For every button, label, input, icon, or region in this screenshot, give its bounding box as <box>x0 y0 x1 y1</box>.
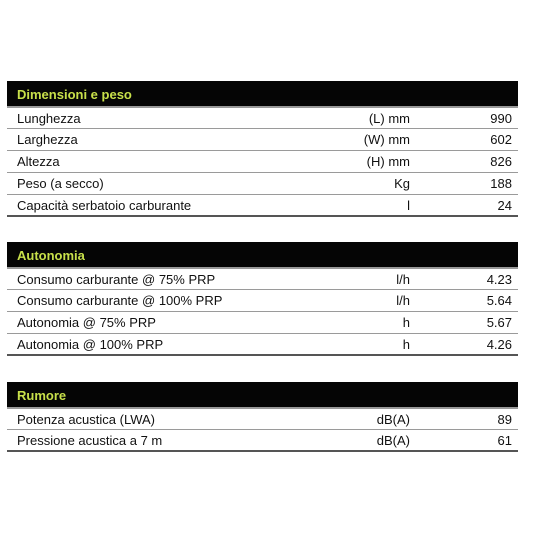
spec-table <box>7 267 518 356</box>
table-row <box>7 334 518 356</box>
table-row <box>7 107 518 129</box>
row-value: 89 <box>497 412 512 427</box>
row-value: 188 <box>490 176 512 191</box>
table-row <box>7 430 518 452</box>
row-unit: l <box>407 198 410 213</box>
row-label: Pressione acustica a 7 m <box>17 433 163 448</box>
spec-table <box>7 407 518 452</box>
table-row <box>7 268 518 290</box>
row-label: Larghezza <box>17 132 78 147</box>
section-noise <box>7 382 518 452</box>
table-row <box>7 195 518 217</box>
row-label: Consumo carburante @ 75% PRP <box>17 272 216 287</box>
row-label: Peso (a secco) <box>17 176 104 191</box>
row-unit: l/h <box>396 272 410 287</box>
row-label: Potenza acustica (LWA) <box>17 412 155 427</box>
row-value: 61 <box>497 433 512 448</box>
table-row <box>7 290 518 312</box>
spec-table <box>7 106 518 217</box>
row-unit: h <box>402 337 410 352</box>
section-title: Dimensioni e peso <box>7 81 518 106</box>
row-label: Consumo carburante @ 100% PRP <box>17 293 223 308</box>
section-dimensions <box>7 81 518 217</box>
row-label: Autonomia @ 75% PRP <box>17 315 156 330</box>
table-row <box>7 408 518 430</box>
row-unit: Kg <box>394 176 410 191</box>
row-value: 990 <box>490 111 512 126</box>
row-label: Lunghezza <box>17 111 81 126</box>
row-label: Capacità serbatoio carburante <box>17 198 192 213</box>
row-unit: (H) mm <box>366 154 410 169</box>
row-value: 5.64 <box>486 293 512 308</box>
row-value: 4.23 <box>486 272 512 287</box>
row-value: 24 <box>497 198 512 213</box>
section-autonomy <box>7 242 518 356</box>
row-unit: (L) mm <box>368 111 410 126</box>
table-row <box>7 151 518 173</box>
row-value: 4.26 <box>486 337 512 352</box>
row-unit: dB(A) <box>376 433 410 448</box>
table-row <box>7 312 518 334</box>
row-value: 602 <box>490 132 512 147</box>
table-row <box>7 129 518 151</box>
row-label: Autonomia @ 100% PRP <box>17 337 164 352</box>
section-title: Rumore <box>7 382 518 407</box>
row-unit: dB(A) <box>376 412 410 427</box>
row-label: Altezza <box>17 154 60 169</box>
row-value: 5.67 <box>486 315 512 330</box>
row-unit: (W) mm <box>363 132 410 147</box>
table-row <box>7 173 518 195</box>
row-unit: h <box>402 315 410 330</box>
row-unit: l/h <box>396 293 410 308</box>
row-value: 826 <box>490 154 512 169</box>
section-title: Autonomia <box>7 242 518 267</box>
